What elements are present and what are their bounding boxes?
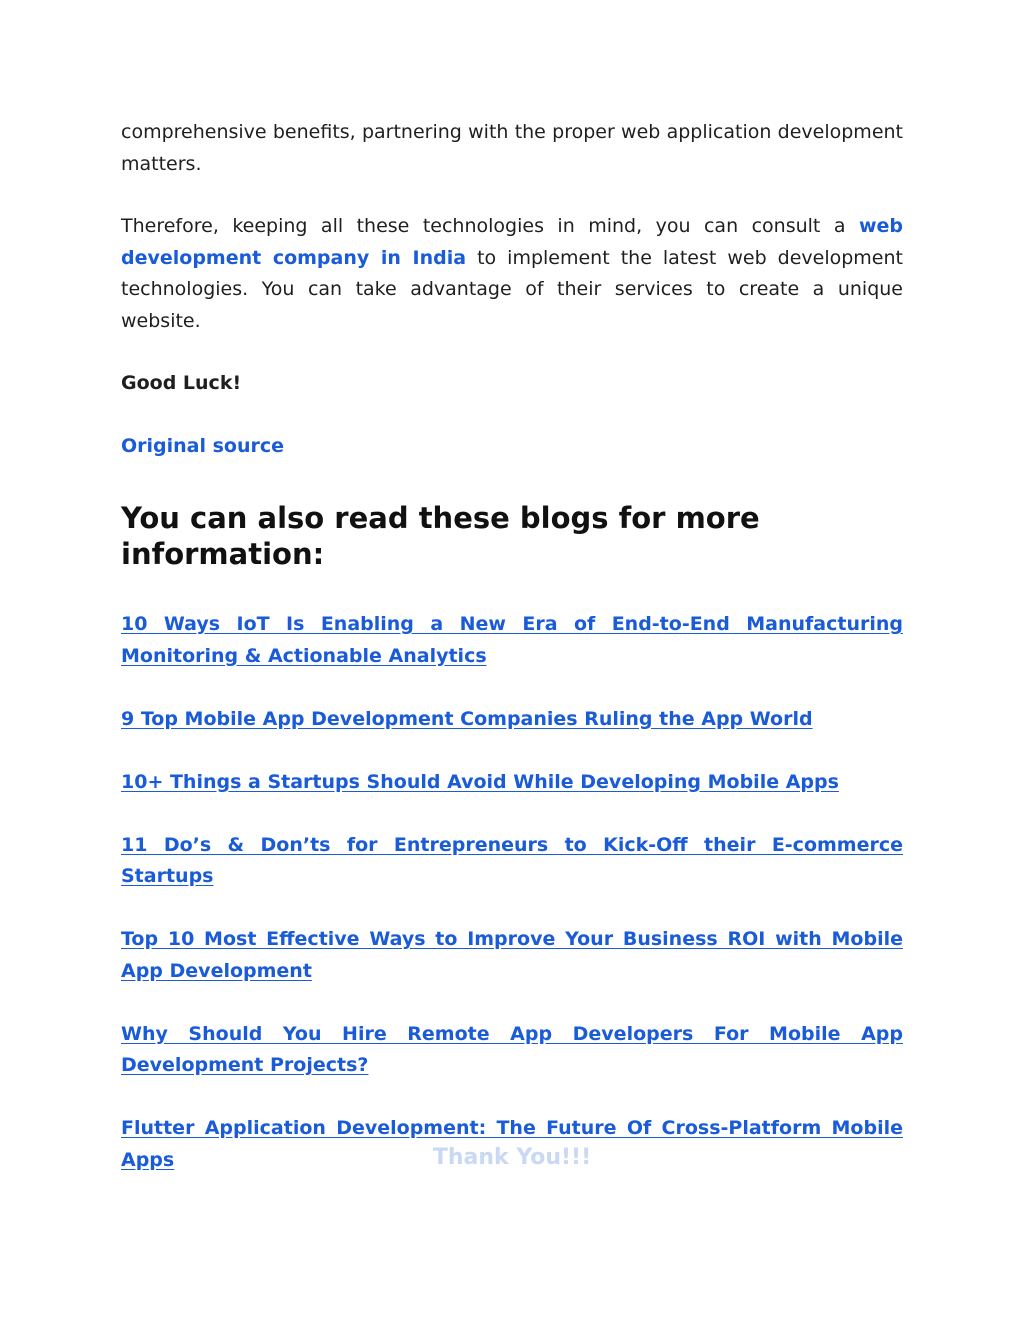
good-luck-text: Good Luck! [121, 372, 242, 394]
list-item [121, 609, 903, 672]
list-item [121, 830, 903, 893]
blog-link-flutter-development[interactable]: Flutter Application Development: The Future Of Cross-Platform Mobile Apps [121, 1117, 903, 1171]
original-source-link[interactable]: Original source [121, 434, 285, 457]
intro-paragraph: comprehensive benefits, partnering with the proper web application development matters. [121, 121, 903, 175]
blog-link-top-mobile-app-companies[interactable]: 9 Top Mobile App Development Companies Ruling the App World [121, 707, 813, 730]
blog-link-startups-avoid[interactable]: 10+ Things a Startups Should Avoid While Developing Mobile Apps [121, 770, 839, 793]
document-page [121, 117, 903, 1208]
blog-link-business-roi[interactable]: Top 10 Most Effective Ways to Improve Your Business ROI with Mobile App Development [121, 928, 903, 982]
blogs-heading: You can also read these blogs for more information: [121, 501, 760, 571]
list-item [121, 704, 903, 736]
thank-you-text: Thank You!!! [432, 1145, 592, 1170]
consult-text-before: Therefore, keeping all these technologies in mind, you can consult a [121, 215, 859, 237]
blog-link-iot-manufacturing[interactable]: 10 Ways IoT Is Enabling a New Era of End-to-End Manufacturing Monitoring & Actionable Analytics [121, 613, 903, 667]
list-item [121, 1019, 903, 1082]
blog-link-hire-remote-developers[interactable]: Why Should You Hire Remote App Developers For Mobile App Development Projects? [121, 1022, 903, 1076]
list-item [121, 924, 903, 987]
blog-links-list [121, 609, 903, 1176]
list-item [121, 767, 903, 799]
blog-link-ecommerce-dos-donts[interactable]: 11 Do’s & Don’ts for Entrepreneurs to Kick-Off their E-commerce Startups [121, 833, 903, 887]
consult-text-after: to implement the latest web development technologies. You can take advantage of their services to create a unique website. [121, 246, 903, 332]
web-development-company-link[interactable]: web development company in India [121, 215, 903, 269]
consult-paragraph [121, 211, 903, 337]
